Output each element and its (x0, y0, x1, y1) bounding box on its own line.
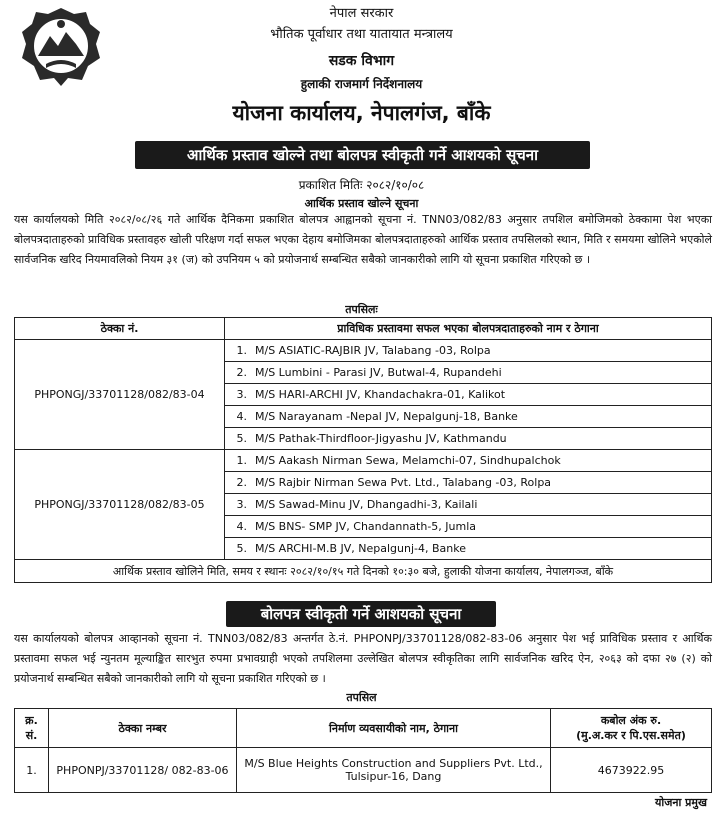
bidder-number: 3. (236, 388, 247, 401)
column-header-sn: क्र. सं. (15, 709, 49, 748)
bidder-number: 4. (236, 520, 247, 533)
bidder-cell (225, 340, 712, 362)
bidder-number: 2. (236, 366, 247, 379)
bidder-name: M/S Rajbir Nirman Sewa Pvt. Ltd., Talabang -03, Rolpa (255, 476, 552, 489)
column-header-amount (551, 709, 712, 748)
bidder-cell (225, 472, 712, 494)
bidder-name: M/S Narayanam -Nepal JV, Nepalgunj-18, Banke (255, 410, 518, 423)
contractor-name: M/S Blue Heights Construction and Suppliers Pvt. Ltd., (244, 757, 543, 770)
bidder-name: M/S HARI-ARCHI JV, Khandachakra-01, Kalikot (255, 388, 506, 401)
bidder-cell (225, 362, 712, 384)
table-header-row (15, 709, 712, 748)
notice-header (0, 0, 723, 140)
approval-notice-banner: बोलपत्र स्वीकृती गर्ने आशयको सूचना (226, 601, 496, 627)
opening-info-row (15, 560, 712, 583)
directorate-name: हुलाकी राजमार्ग निर्देशनालय (300, 77, 423, 91)
approval-body-paragraph: यस कार्यालयको बोलपत्र आव्हानको सूचना नं. TNN03/082/83 अन्तर्गत ठे.नं. PHPONPJ/33701128/082-83-06 अनुसार पेश भई प्राविधिक प्रस्ताव र आर्थिक प्रस्तावमा सफल भई न्युनतम मूल्याङ्कित सारभुत रुपमा प्रभावग्राही भएको तपशिलमा उल्लेखित बोलपत्र स्वीकृतिका लागि सार्वजनिक खरिद ऐन, २०६३ को दफा २७ (२) को प्रयोजनार्थ सम्बन्धित सबैको जानकारीको लागि यो सूचना प्रकाशित गरिएको छ । (14, 632, 712, 685)
bidder-name: M/S BNS- SMP JV, Chandannath-5, Jumla (255, 520, 477, 533)
contract-cell: PHPONPJ/33701128/ 082-83-06 (49, 748, 237, 793)
bidder-cell (225, 538, 712, 560)
bidder-number: 4. (236, 410, 247, 423)
bidder-number: 2. (236, 476, 247, 489)
tapasil-heading: तपसिलः (345, 303, 378, 316)
amount-header-line2: (मु.अ.कर र पि.एस.समेत) (576, 729, 686, 742)
bidder-cell (225, 516, 712, 538)
bidder-name: M/S ASIATIC-RAJBIR JV, Talabang -03, Rolpa (255, 344, 491, 357)
bidder-number: 3. (236, 498, 247, 511)
bidder-name: M/S ARCHI-M.B JV, Nepalgunj-4, Banke (255, 542, 466, 555)
bidder-number: 5. (236, 432, 247, 445)
signature-label: योजना प्रमुख (654, 796, 707, 809)
table-row (15, 748, 712, 793)
bidder-cell (225, 428, 712, 450)
bidder-number: 1. (236, 454, 247, 467)
column-header-contract-no: ठेक्का नं. (15, 318, 225, 340)
department-name: सडक विभाग (328, 53, 395, 69)
table-row (15, 450, 712, 472)
bidder-name: M/S Sawad-Minu JV, Dhangadhi-3, Kailali (255, 498, 478, 511)
notice-title-banner: आर्थिक प्रस्ताव खोल्ने तथा बोलपत्र स्वीकृती गर्ने आशयको सूचना (135, 141, 590, 169)
contract-number-cell: PHPONGJ/33701128/082/83-04 (15, 340, 225, 450)
bidder-cell (225, 450, 712, 472)
table-row (15, 340, 712, 362)
table-header-row (15, 318, 712, 340)
tapasil-heading-2: तपसिल (346, 691, 377, 704)
amount-header-line1: कबोल अंक रु. (600, 714, 662, 727)
column-header-contract: ठेक्का नम्बर (49, 709, 237, 748)
government-name: नेपाल सरकार (329, 6, 394, 21)
notice-subtitle: आर्थिक प्रस्ताव खोल्ने सूचना (304, 197, 419, 210)
bidders-table (14, 317, 712, 583)
bidder-cell (225, 384, 712, 406)
opening-info: आर्थिक प्रस्ताव खोलिने मिति, समय र स्थानः २०८२/१०/१५ गते दिनको १०:३० बजे, हुलाकी योजना कार्यालय, नेपालगञ्ज, बाँके (15, 560, 712, 583)
office-name: योजना कार्यालय, नेपालगंज, बाँके (232, 101, 491, 125)
contractor-cell (237, 748, 551, 793)
ministry-name: भौतिक पूर्वाधार तथा यातायात मन्त्रालय (270, 27, 453, 42)
bidder-cell (225, 406, 712, 428)
contractor-address: Tulsipur-16, Dang (345, 770, 442, 783)
sn-cell: 1. (15, 748, 49, 793)
bidder-name: M/S Lumbini - Parasi JV, Butwal-4, Rupandehi (255, 366, 502, 379)
column-header-bidders: प्राविधिक प्रस्तावमा सफल भएका बोलपत्रदाताहरुको नाम र ठेगाना (225, 318, 712, 340)
published-date: प्रकाशित मितिः २०८२/१०/०८ (298, 178, 425, 192)
notice-body-paragraph: यस कार्यालयको मिति २०८२/०८/२६ गते आर्थिक दैनिकमा प्रकाशित बोलपत्र आह्वानको सूचना नं. TNN03/082/83 अनुसार तपशिल बमोजिमको ठेक्कामा पेश भएका बोलपत्रदाताहरुको प्राविधिक प्रस्तावहरु खोली परिक्षण गर्दा सफल भएका देहाय बमोजिमका बोलपत्रदाताहरुको आर्थिक प्रस्ताव तपसिलको स्थान, मिति र समयमा खोलिने भएकोले सार्वजनिक खरिद नियमावलिको नियम ३१ (ज) को उपनियम ५ को प्रयोजनार्थ सम्बन्धित सबैको जानकारीको लागि यो सूचना प्रकाशित गरिएको छ । (14, 213, 712, 266)
column-header-contractor: निर्माण व्यवसायीको नाम, ठेगाना (237, 709, 551, 748)
amount-cell: 4673922.95 (551, 748, 712, 793)
bidder-cell (225, 494, 712, 516)
approval-table (14, 708, 712, 793)
bidder-number: 5. (236, 542, 247, 555)
bidder-name: M/S Aakash Nirman Sewa, Melamchi-07, Sindhupalchok (255, 454, 561, 467)
contract-number-cell: PHPONGJ/33701128/082/83-05 (15, 450, 225, 560)
bidder-name: M/S Pathak-Thirdfloor-Jigyashu JV, Kathmandu (255, 432, 507, 445)
bidder-number: 1. (236, 344, 247, 357)
